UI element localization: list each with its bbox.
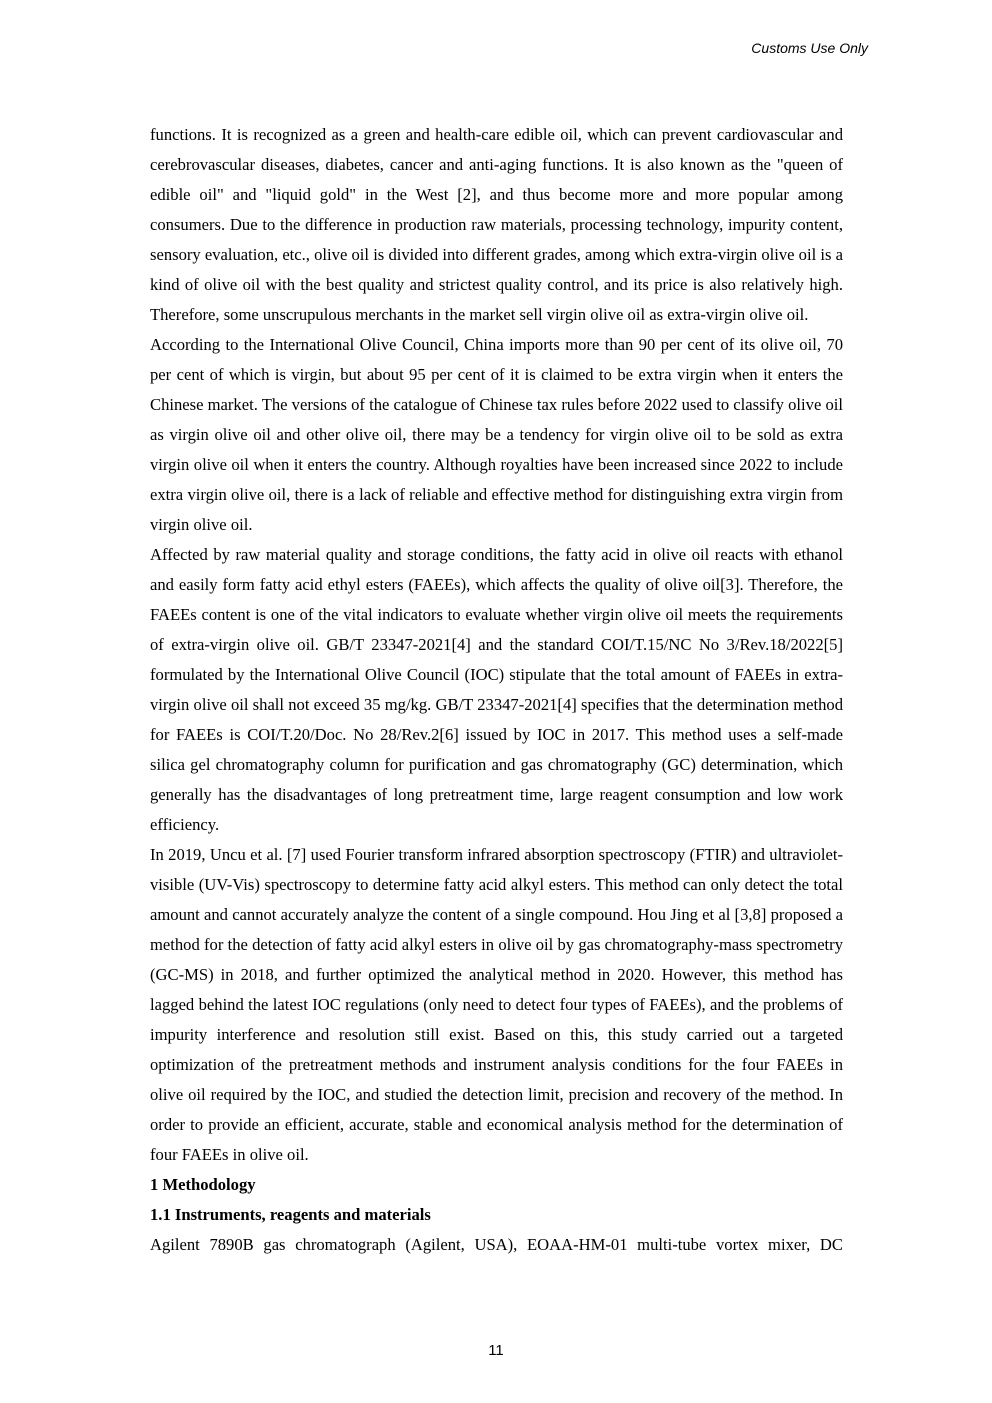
- paragraph: In 2019, Uncu et al. [7] used Fourier transform infrared absorption spectroscopy (FTIR) and ultraviolet-visible (UV-Vis) spectroscopy to determine fatty acid alkyl esters. This method can only detect the total amount and cannot accurately analyze the content of a single compound. Hou Jing et al [3,8] proposed a method for the detection of fatty acid alkyl esters in olive oil by gas chromatography-mass spectrometry (GC-MS) in 2018, and further optimized the analytical method in 2020. However, this method has lagged behind the latest IOC regulations (only need to detect four types of FAEEs), and the problems of impurity interference and resolution still exist. Based on this, this study carried out a targeted optimization of the pretreatment methods and instrument analysis conditions for the four FAEEs in olive oil required by the IOC, and studied the detection limit, precision and recovery of the method. In order to provide an efficient, accurate, stable and economical analysis method for the determination of four FAEEs in olive oil.: [150, 845, 843, 1164]
- subsection-heading: 1.1 Instruments, reagents and materials: [150, 1205, 431, 1224]
- paragraph: According to the International Olive Council, China imports more than 90 per cent of its olive oil, 70 per cent of which is virgin, but about 95 per cent of it is claimed to be extra virgin when it enters the Chinese market. The versions of the catalogue of Chinese tax rules before 2022 used to classify olive oil as virgin olive oil and other olive oil, there may be a tendency for virgin olive oil to be sold as extra virgin olive oil when it enters the country. Although royalties have been increased since 2022 to include extra virgin olive oil, there is a lack of reliable and effective method for distinguishing extra virgin from virgin olive oil.: [150, 335, 843, 534]
- page-header: Customs Use Only: [751, 40, 868, 56]
- document-body: [150, 120, 843, 1260]
- paragraph: functions. It is recognized as a green and health-care edible oil, which can prevent cardiovascular and cerebrovascular diseases, diabetes, cancer and anti-aging functions. It is also known as the "queen of edible oil" and "liquid gold" in the West [2], and thus become more and more popular among consumers. Due to the difference in production raw materials, processing technology, impurity content, sensory evaluation, etc., olive oil is divided into different grades, among which extra-virgin olive oil is a kind of olive oil with the best quality and strictest quality control, and its price is also relatively high. Therefore, some unscrupulous merchants in the market sell virgin olive oil as extra-virgin olive oil.: [150, 125, 843, 324]
- page-number: 11: [488, 1342, 504, 1359]
- paragraph: Affected by raw material quality and storage conditions, the fatty acid in olive oil reacts with ethanol and easily form fatty acid ethyl esters (FAEEs), which affects the quality of olive oil[3]. Therefore, the FAEEs content is one of the vital indicators to evaluate whether virgin olive oil meets the requirements of extra-virgin olive oil. GB/T 23347-2021[4] and the standard COI/T.15/NC No 3/Rev.18/2022[5] formulated by the International Olive Council (IOC) stipulate that the total amount of FAEEs in extra-virgin olive oil shall not exceed 35 mg/kg. GB/T 23347-2021[4] specifies that the determination method for FAEEs is COI/T.20/Doc. No 28/Rev.2[6] issued by IOC in 2017. This method uses a self-made silica gel chromatography column for purification and gas chromatography (GC) determination, which generally has the disadvantages of long pretreatment time, large reagent consumption and low work efficiency.: [150, 545, 843, 834]
- section-heading: 1 Methodology: [150, 1175, 256, 1194]
- paragraph: Agilent 7890B gas chromatograph (Agilent, USA), EOAA-HM-01 multi-tube vortex mixer, DC: [150, 1235, 843, 1254]
